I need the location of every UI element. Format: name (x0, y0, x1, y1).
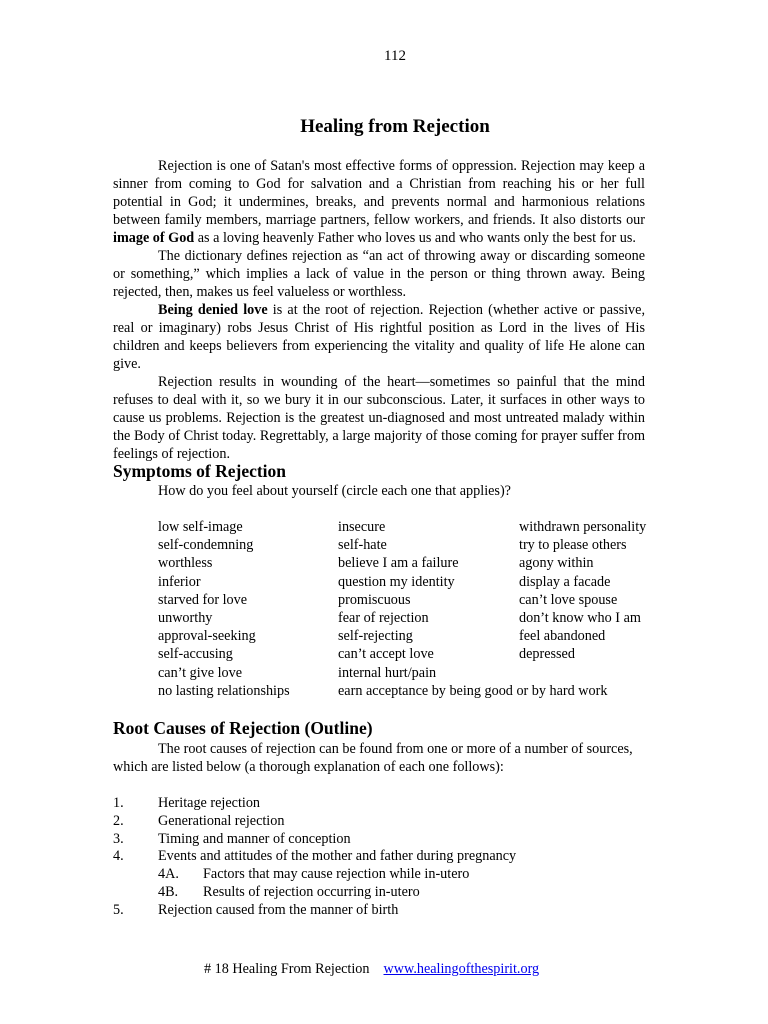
outline-number: 2. (113, 812, 124, 829)
symptom-item: inferior (158, 573, 201, 590)
symptom-item: approval-seeking (158, 628, 256, 645)
symptom-item: display a facade (519, 573, 611, 590)
page-title: Healing from Rejection (300, 116, 490, 137)
intro-paragraph-3 (113, 301, 645, 373)
symptom-item: unworthy (158, 609, 213, 626)
outline-text: Timing and manner of conception (158, 830, 351, 847)
symptom-item: agony within (519, 555, 594, 572)
intro-p1-text-a: Rejection is one of Satan's most effective forms of oppression. Rejection may keep a sinner from coming to God for salvation and a Christian from reaching his or her full potential in God; it undermines, breaks, and prevents normal and harmonious relations between family members, marriage partners, fellow workers, and friends. It also distorts our (113, 158, 645, 228)
outline-number: 1. (113, 795, 124, 811)
symptom-item: self-condemning (158, 537, 254, 554)
symptom-item: internal hurt/pain (338, 664, 437, 681)
symptom-item: can’t accept love (338, 646, 434, 663)
footer (204, 960, 539, 978)
symptom-item: self-rejecting (338, 628, 413, 645)
symptom-item: believe I am a failure (338, 555, 459, 572)
footer-label: # 18 Healing From Rejection (204, 961, 370, 977)
outline-number: 5. (113, 901, 124, 918)
root-causes-paragraph: The root causes of rejection can be found from one or more of a number of sources, which are listed below (a thorough explanation of each one follows): (113, 741, 633, 775)
intro-p1-bold: image of God (113, 230, 195, 246)
symptoms-column-3 (519, 518, 646, 664)
outline-number: 4B. (158, 883, 179, 900)
symptom-item: no lasting relationships (158, 682, 290, 699)
page-number: 112 (384, 48, 406, 64)
outline-text: Factors that may cause rejection while in-utero (203, 866, 470, 883)
intro-p3-text: is at the root of rejection. Rejection (whether active or passive, real or imaginary) robs Jesus Christ of His rightful position as Lord in the lives of His children and keeps believers from experiencing the vitality and quality of life He alone can give. (113, 302, 645, 372)
outline-number: 4. (113, 848, 124, 865)
outline-number: 4A. (158, 866, 179, 883)
footer-website-link[interactable]: www.healingofthespirit.org (383, 961, 540, 977)
intro-paragraph-1 (113, 157, 645, 247)
intro-section (113, 157, 645, 463)
symptom-item: self-accusing (158, 646, 233, 663)
outline-text: Generational rejection (158, 812, 285, 829)
symptom-item: withdrawn personality (519, 519, 647, 535)
symptoms-column-1 (158, 518, 290, 700)
intro-paragraph-4: Rejection results in wounding of the heart—sometimes so painful that the mind refuses to deal with it, so we bury it in our subconscious. Later, it surfaces in other ways to cause us problems. Rejection is the greatest un-diagnosed and most untreated malady within the Body of Christ today. Regrettably, a large majority of those coming for prayer suffer from feelings of rejection. (113, 374, 645, 462)
symptom-item: feel abandoned (519, 628, 606, 645)
symptom-item: earn acceptance by being good or by hard work (338, 682, 608, 699)
symptom-item: question my identity (338, 573, 455, 590)
intro-p3-bold: Being denied love (158, 302, 268, 318)
symptoms-question: How do you feel about yourself (circle each one that applies)? (158, 483, 511, 499)
symptom-item: depressed (519, 646, 575, 663)
symptom-item: fear of rejection (338, 609, 429, 626)
symptom-item: starved for love (158, 591, 248, 608)
outline-text: Heritage rejection (158, 795, 261, 811)
symptom-item: promiscuous (338, 591, 411, 608)
symptom-item: worthless (158, 555, 213, 572)
symptom-item: self-hate (338, 537, 387, 554)
symptom-item: insecure (338, 519, 386, 535)
symptom-item: can’t give love (158, 664, 243, 681)
intro-p1-text-b: as a loving heavenly Father who loves us and who wants only the best for us. (194, 230, 636, 246)
outline-text: Events and attitudes of the mother and father during pregnancy (158, 848, 517, 865)
outline-text: Results of rejection occurring in-utero (203, 883, 420, 900)
outline-text: Rejection caused from the manner of birth (158, 901, 399, 918)
symptom-item: try to please others (519, 537, 627, 554)
root-causes-heading: Root Causes of Rejection (Outline) (113, 718, 373, 738)
symptom-item: low self-image (158, 519, 243, 535)
symptom-item: can’t love spouse (519, 591, 618, 608)
symptoms-heading: Symptoms of Rejection (113, 461, 287, 481)
intro-paragraph-2: The dictionary defines rejection as “an act of throwing away or discarding someone or something,” which implies a lack of value in the person or thing thrown away. Being rejected, then, makes us feel valueless or worthless. (113, 248, 645, 300)
outline-number: 3. (113, 830, 124, 847)
root-causes-intro (113, 740, 645, 776)
symptom-item: don’t know who I am (519, 609, 641, 626)
